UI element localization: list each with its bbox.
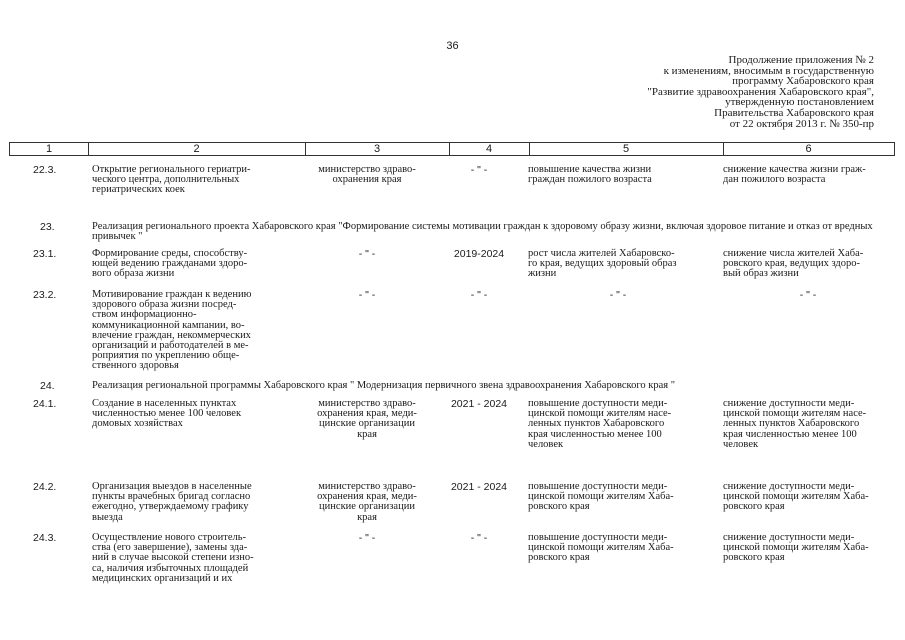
row-number: 24.3. bbox=[33, 532, 57, 544]
header-line: "Развитие здравоохранения Хабаровского края", bbox=[647, 85, 874, 98]
row-executor: министерство здраво- охранения края, меди- цинские организации края bbox=[317, 481, 417, 523]
column-header-3: 3 bbox=[373, 143, 381, 155]
row-result: повышение доступности меди- цинской помощи жителям Хаба- ровского края bbox=[528, 481, 674, 513]
header-line: Правительства Хабаровского края bbox=[714, 106, 874, 119]
row-result: повышение доступности меди- цинской помощи жителям Хаба- ровского края bbox=[528, 532, 674, 564]
row-result: рост числа жителей Хабаровско- го края, ведущих здоровый образ жизни bbox=[528, 248, 677, 280]
row-result: - " - bbox=[609, 289, 627, 301]
column-header-2: 2 bbox=[193, 143, 200, 155]
row-activity: Организация выездов в населенные пункты врачебных бригад согласно ежегодно, утверждаемому графику выезда bbox=[92, 481, 252, 523]
row-executor: - " - bbox=[358, 248, 376, 260]
table-column-header bbox=[9, 142, 895, 156]
row-executor: - " - bbox=[358, 532, 376, 544]
column-header-5: 5 bbox=[622, 143, 630, 155]
row-term: 2021 - 2024 bbox=[450, 398, 508, 410]
row-executor: - " - bbox=[358, 289, 376, 301]
row-activity: Открытие регионального гериатри- ческого центра, дополнительных гериатрических коек bbox=[92, 164, 251, 196]
header-line: Продолжение приложения № 2 bbox=[728, 54, 874, 66]
column-header-1: 1 bbox=[45, 143, 53, 155]
row-term: - " - bbox=[470, 289, 488, 301]
header-line: к изменениям, вносимым в государственную bbox=[663, 64, 874, 77]
row-number: 22.3. bbox=[33, 164, 57, 176]
row-number: 23. bbox=[40, 221, 55, 233]
row-number: 24.2. bbox=[33, 481, 57, 493]
row-result: повышение качества жизни граждан пожилого возраста bbox=[528, 164, 652, 186]
row-consequence: снижение доступности меди- цинской помощи жителям Хаба- ровского края bbox=[723, 481, 869, 513]
column-header-6: 6 bbox=[805, 143, 812, 155]
header-line: утвержденную постановлением bbox=[725, 96, 874, 109]
row-term: 2021 - 2024 bbox=[450, 481, 508, 493]
row-consequence: - " - bbox=[799, 289, 817, 301]
row-term: - " - bbox=[470, 164, 488, 176]
row-activity: Формирование среды, способству- ющей ведению гражданами здоро- вого образа жизни bbox=[92, 248, 248, 280]
row-result: повышение доступности меди- цинской помощи жителям насе- ленных пунктов Хабаровского края численностью менее 100 человек bbox=[528, 398, 672, 450]
row-executor: министерство здраво- охранения края, меди- цинские организации края bbox=[317, 398, 417, 440]
row-number: 23.2. bbox=[33, 289, 57, 301]
row-number: 24.1. bbox=[33, 398, 57, 410]
header-line: от 22 октября 2013 г. № 350-пр bbox=[729, 117, 874, 130]
row-consequence: снижение доступности меди- цинской помощи жителям Хаба- ровского края bbox=[723, 532, 869, 564]
row-activity: Создание в населенных пунктах численностью менее 100 человек домовых хозяйствах bbox=[92, 398, 242, 430]
row-term: 2019-2024 bbox=[453, 248, 505, 260]
row-term: - " - bbox=[470, 532, 488, 544]
header-line: программу Хабаровского края bbox=[732, 75, 874, 88]
row-activity: Осуществление нового строитель- ства (его завершение), замены зда- ний в случае высокой степени изно- са, наличия избыточных площадей медицинских организаций и их bbox=[92, 532, 254, 584]
column-header-4: 4 bbox=[485, 143, 493, 155]
row-number: 24. bbox=[40, 380, 55, 392]
appendix-header bbox=[647, 55, 874, 129]
row-consequence: снижение числа жителей Хаба- ровского края, ведущих здоро- вый образ жизни bbox=[723, 248, 864, 280]
section-title: Реализация региональной программы Хабаровского края " Модернизация первичного звена здравоохранения Хабаровского края " bbox=[92, 380, 675, 391]
page-number: 36 bbox=[446, 40, 459, 52]
row-consequence: снижение качества жизни граж- дан пожилого возраста bbox=[723, 164, 866, 186]
row-number: 23.1. bbox=[33, 248, 57, 260]
row-executor: министерство здраво- охранения края bbox=[318, 164, 416, 186]
row-activity: Мотивирование граждан к ведению здорового образа жизни посред- ством информационно- коммуникационной кампании, во- влечение граждан, некоммерческих организаций и работодателей в ме- роприятия по укреплению обще- ственного здоровья bbox=[92, 289, 252, 372]
section-title: Реализация регионального проекта Хабаровского края "Формирование системы мотивации граждан к здоровому образу жизни, включая здоровое питание и отказ от вредных привычек " bbox=[92, 221, 873, 243]
row-consequence: снижение доступности меди- цинской помощи жителям насе- ленных пунктов Хабаровского края численностью менее 100 человек bbox=[723, 398, 867, 450]
